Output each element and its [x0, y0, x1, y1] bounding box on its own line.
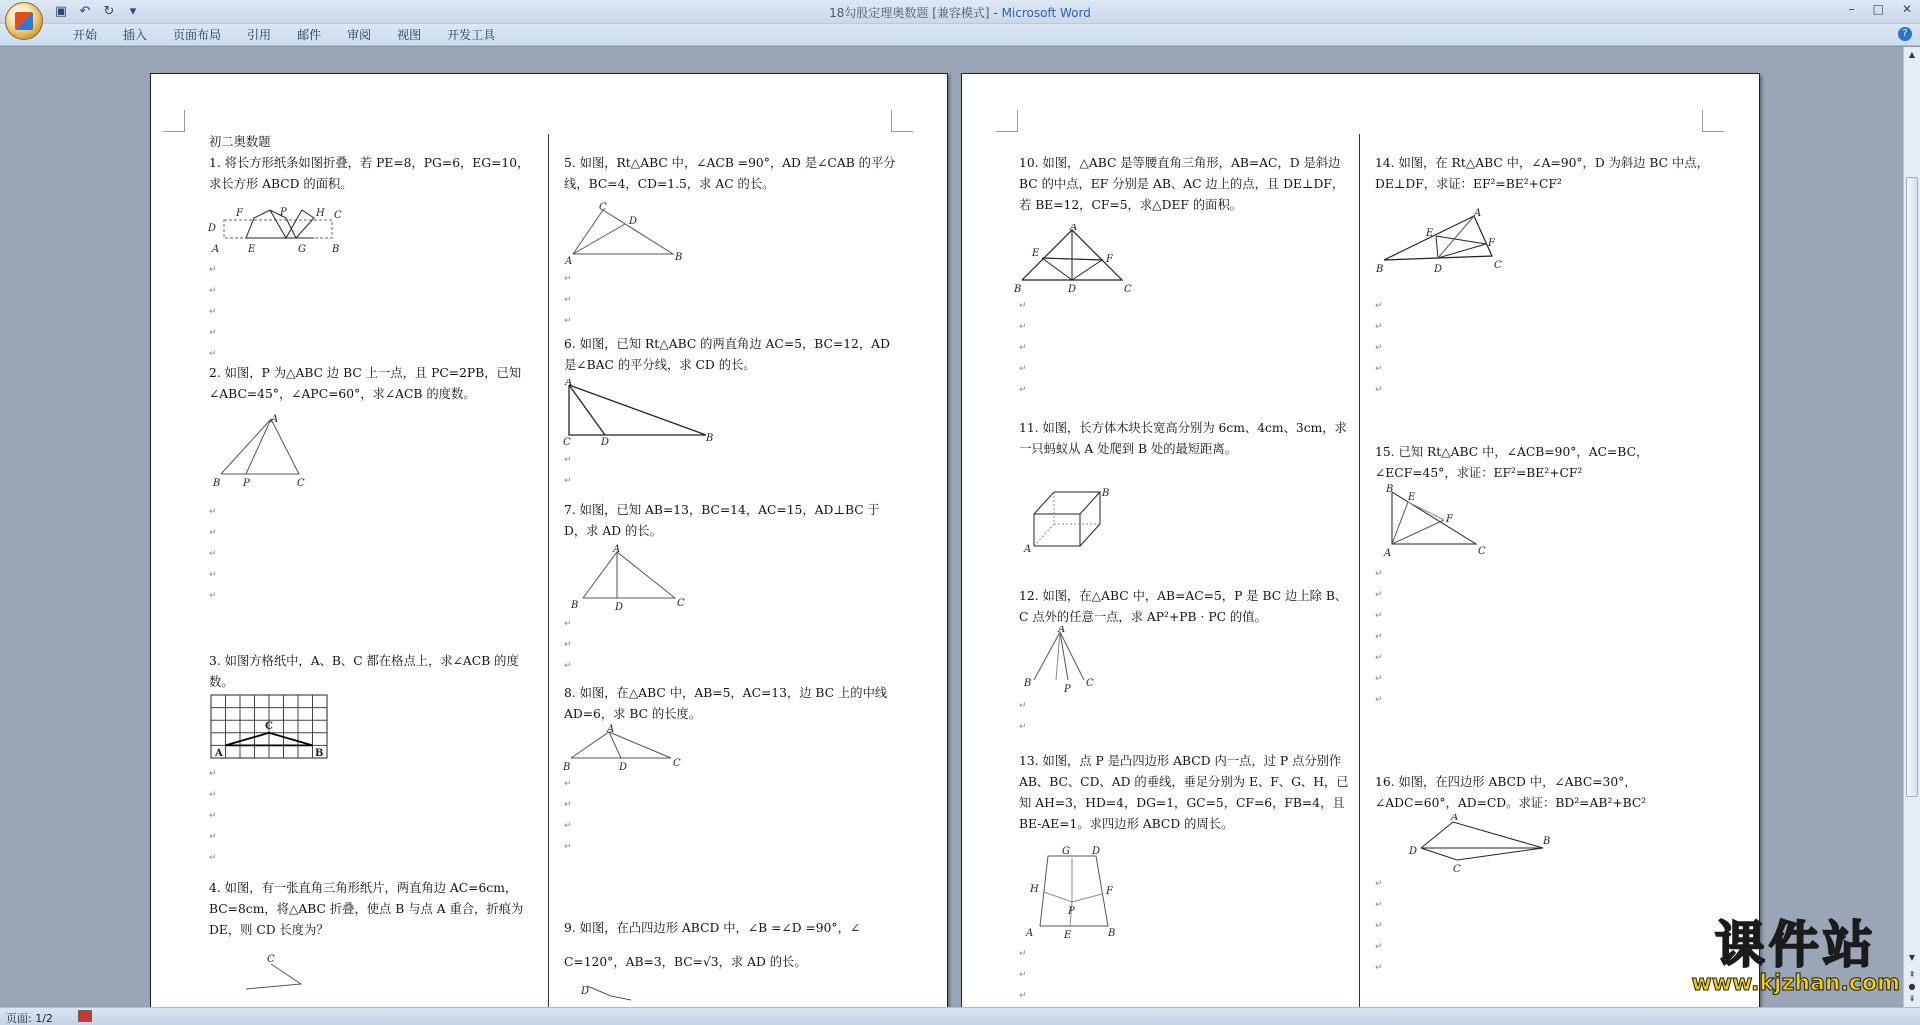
fig-label: B [563, 762, 571, 773]
figure-9 [581, 982, 641, 1002]
undo-icon[interactable]: ↶ [79, 4, 91, 19]
figure-1 [206, 198, 356, 258]
fig-label: B [1102, 488, 1110, 499]
fig-label: C [1086, 678, 1094, 689]
office-logo-icon [15, 12, 33, 30]
fig-label: B [1014, 284, 1022, 295]
fig-label: A [1474, 208, 1482, 219]
problem-4: 4. 如图，有一张直角三角形纸片，两直角边 AC=6cm，BC=8cm，将△ABC 折叠，使点 B 与点 A 重合，折痕为 DE，则 CD 长度为？ [209, 881, 524, 937]
document-area[interactable] [0, 47, 1903, 1007]
problem-5: 5. 如图，Rt△ABC 中，∠ACB =90°，AD 是∠CAB 的平分线，BC=4，CD=1.5，求 AC 的长。 [564, 156, 896, 191]
figure-14 [1374, 208, 1514, 278]
ribbon-tab-bar [0, 24, 1920, 46]
paragraph-marks: ↵ ↵ ↵ ↵ ↵ [209, 769, 217, 863]
crop-mark [891, 110, 913, 132]
spelling-status-icon[interactable] [78, 1010, 92, 1022]
problem-15: 15. 已知 Rt△ABC 中，∠ACB=90°，AC=BC，∠ECF=45°，求证：EF²=BE²+CF² [1375, 445, 1649, 480]
fig-label: D [1409, 846, 1418, 857]
status-bar [0, 1007, 1920, 1025]
tab-mailings[interactable]: 邮件 [297, 28, 322, 42]
fig-label: C [265, 721, 273, 732]
window-controls [1849, 2, 1912, 16]
page-2 [961, 73, 1760, 1007]
figure-8 [561, 724, 691, 774]
paragraph-marks: ↵ ↵ ↵ ↵ ↵ [209, 265, 217, 359]
fig-label: A [565, 379, 573, 388]
fig-label: F [1106, 886, 1113, 897]
problem-11: 11. 如图，长方体木块长宽高分别为 6cm、4cm、3cm，求一只蚂蚁从 A 处爬到 B 处的最短距离。 [1019, 421, 1347, 456]
figure-2 [211, 414, 321, 489]
figure-5 [563, 202, 693, 267]
help-icon[interactable]: ? [1898, 27, 1912, 41]
fig-label: H [316, 208, 325, 219]
fig-label: C [334, 210, 342, 221]
tab-review[interactable]: 审阅 [347, 28, 372, 42]
fig-label: P [243, 478, 250, 489]
close-icon[interactable]: ✕ [1901, 2, 1912, 16]
paragraph-marks: ↵ ↵ ↵ ↵ ↵ [1019, 301, 1027, 395]
fig-label: C [673, 758, 681, 769]
figure-6 [561, 379, 716, 449]
window-title [0, 4, 1920, 21]
fig-label: E [1408, 492, 1416, 503]
paragraph-marks: ↵ ↵ ↵ ↵ ↵ [1375, 879, 1383, 973]
doc-heading: 初二奥数题 [209, 135, 271, 149]
scroll-thumb[interactable] [1906, 177, 1918, 797]
problem-10: 10. 如图，△ABC 是等腰直角三角形，AB=AC，D 是斜边 BC 的中点，EF 分别是 AB、AC 边上的点，且 DE⊥DF，若 BE=12，CF=5，求△DEF 的面积。 [1019, 156, 1345, 212]
fig-label: A [565, 256, 573, 267]
figure-10 [1014, 224, 1134, 304]
title-bar [0, 0, 1920, 24]
figure-4 [241, 954, 341, 994]
save-icon[interactable]: ▣ [54, 4, 68, 19]
next-page-icon[interactable]: ⇟ [1908, 994, 1916, 1003]
fig-label: B [706, 433, 714, 444]
scroll-down-icon[interactable]: ▼ [1908, 953, 1916, 962]
office-button[interactable] [5, 2, 43, 40]
crop-mark [996, 110, 1018, 132]
page-count[interactable]: 页面: 1/2 [6, 1012, 53, 1025]
crop-mark [163, 110, 185, 132]
problem-16: 16. 如图，在四边形 ABCD 中，∠ABC=30°，∠ADC=60°，AD=CD。求证：BD²=AB²+BC² [1375, 775, 1647, 810]
fig-label: B [1543, 836, 1551, 847]
problem-14: 14. 如图，在 Rt△ABC 中，∠A=90°，D 为斜边 BC 中点，DE⊥DF，求证：EF²=BE²+CF² [1375, 156, 1709, 191]
fig-label: D [208, 223, 217, 234]
fig-label: F [1106, 254, 1113, 265]
fig-label: A [1384, 548, 1392, 559]
tab-view[interactable]: 视图 [397, 28, 422, 42]
figure-7 [569, 544, 699, 614]
problem-8: 8. 如图，在△ABC 中，AB=5，AC=13，边 BC 上的中线 AD=6，求 BC 的长度。 [564, 686, 888, 721]
watermark [1691, 918, 1900, 996]
fig-label: D [601, 437, 610, 448]
fig-label: P [1068, 906, 1075, 917]
fig-label: D [1092, 846, 1101, 857]
fig-label: E [1426, 228, 1434, 239]
fig-label: F [1446, 514, 1453, 525]
paragraph-marks: ↵ ↵ ↵ ↵ ↵ [1375, 301, 1383, 395]
tab-developer[interactable]: 开发工具 [447, 28, 496, 42]
fig-label: A [215, 748, 223, 759]
paragraph-marks: ↵ ↵ ↵ [564, 619, 572, 671]
select-browse-object-icon[interactable]: ● [1908, 982, 1916, 991]
maximize-icon[interactable]: □ [1872, 2, 1884, 16]
fig-label: P [280, 207, 287, 218]
fig-label: B [1108, 928, 1116, 939]
paragraph-marks: ↵ ↵ [1019, 701, 1027, 732]
paragraph-marks: ↵ ↵ ↵ ↵ ↵ ↵ ↵ [1375, 569, 1383, 705]
figure-11-box [1020, 484, 1110, 554]
figure-3-grid [210, 694, 330, 760]
fig-label: A [271, 414, 279, 425]
fig-label: B [675, 252, 683, 263]
fig-label: D [629, 216, 638, 227]
fig-label: D [581, 986, 590, 997]
figure-16 [1407, 814, 1557, 874]
prev-page-icon[interactable]: ⇞ [1908, 970, 1916, 979]
tab-references[interactable]: 引用 [247, 28, 272, 42]
figure-12 [1022, 626, 1102, 696]
paragraph-marks: ↵ ↵ [564, 455, 572, 486]
fig-label: G [298, 244, 306, 255]
scroll-up-icon[interactable]: ▲ [1908, 50, 1916, 59]
fig-label: P [1064, 684, 1071, 695]
redo-icon[interactable]: ↻ [103, 4, 115, 19]
fig-label: C [267, 954, 275, 965]
problem-13: 13. 如图，点 P 是凸四边形 ABCD 内一点，过 P 点分别作 AB、BC、CD、AD 的垂线，垂足分别为 E、F、G、H，已知 AH=3，HD=4，DG=1，GC=5，CF=6，FB=4，且 BE-AE=1。求四边形 ABCD 的周长。 [1019, 754, 1349, 831]
figure-15 [1380, 484, 1490, 564]
document-title: 18勾股定理奥数题 [兼容模式] - [829, 6, 1002, 20]
paragraph-marks: ↵ ↵ ↵ [1019, 949, 1027, 1001]
problem-3: 3. 如图方格纸中，A、B、C 都在格点上，求∠ACB 的度数。 [209, 654, 519, 689]
fig-label: H [1030, 884, 1039, 895]
page-1 [150, 73, 948, 1007]
fig-label: F [236, 208, 243, 219]
problem-7: 7. 如图，已知 AB=13，BC=14，AC=15，AD⊥BC 于 D，求 AD 的长。 [564, 503, 880, 538]
minimize-icon[interactable]: – [1848, 2, 1855, 16]
tab-home[interactable]: 开始 [73, 28, 98, 42]
column-separator [1359, 134, 1360, 1007]
fig-label: B [571, 600, 579, 611]
fig-label: E [248, 244, 256, 255]
fig-label: G [1062, 846, 1070, 857]
fig-label: B [1386, 484, 1394, 495]
fig-label: A [1451, 814, 1459, 823]
problem-9-line2: C=120°，AB=3，BC=√3，求 AD 的长。 [564, 955, 807, 969]
crop-mark [1702, 110, 1724, 132]
paragraph-marks: ↵ ↵ ↵ ↵ ↵ [209, 507, 217, 601]
app-name: Microsoft Word [1001, 6, 1091, 20]
fig-label: C [1478, 546, 1486, 557]
fig-label: A [212, 244, 220, 255]
fig-label: C [599, 202, 607, 213]
fig-label: A [613, 544, 621, 555]
fig-label: A [1024, 544, 1032, 554]
fig-label: E [1032, 248, 1040, 259]
customize-icon[interactable]: ▾ [129, 4, 137, 19]
fig-label: C [1494, 260, 1502, 271]
fig-label: B [213, 478, 221, 489]
tab-page-layout[interactable]: 页面布局 [173, 28, 222, 42]
fig-label: D [615, 602, 624, 613]
paragraph-marks: ↵ ↵ ↵ [564, 274, 572, 326]
figure-13 [1020, 844, 1130, 944]
problem-9-line1: 9. 如图，在凸四边形 ABCD 中，∠B =∠D =90°，∠ [564, 921, 861, 935]
paragraph-marks: ↵ ↵ ↵ ↵ [564, 779, 572, 852]
fig-label: D [1434, 264, 1443, 275]
fig-label: D [1068, 284, 1077, 295]
fig-label: F [1488, 238, 1495, 249]
problem-6: 6. 如图，已知 Rt△ABC 的两直角边 AC=5，BC=12，AD 是∠BAC 的平分线，求 CD 的长。 [564, 337, 890, 372]
fig-label: D [619, 762, 628, 773]
watermark-text: 课件站 [1714, 916, 1877, 974]
fig-label: B [332, 244, 340, 255]
column-separator [548, 134, 549, 1007]
fig-label: A [607, 724, 615, 735]
fig-label: A [1070, 224, 1078, 233]
fig-label: C [1124, 284, 1132, 295]
problem-2: 2. 如图，P 为△ABC 边 BC 上一点，且 PC=2PB，已知∠ABC=45°，∠APC=60°，求∠ACB 的度数。 [209, 366, 522, 401]
tab-insert[interactable]: 插入 [123, 28, 148, 42]
fig-label: B [1376, 264, 1384, 275]
fig-label: B [315, 748, 324, 759]
problem-12: 12. 如图，在△ABC 中，AB=AC=5，P 是 BC 边上除 B、C 点外的任意一点，求 AP²+PB · PC 的值。 [1019, 589, 1348, 624]
fig-label: C [1453, 864, 1461, 874]
fig-label: A [1058, 626, 1066, 635]
fig-label: C [563, 437, 571, 448]
fig-label: B [1024, 678, 1032, 689]
watermark-url: www.kjzhan.com [1691, 971, 1900, 996]
fig-label: C [677, 598, 685, 609]
vertical-scrollbar[interactable] [1903, 47, 1920, 1007]
fig-label: E [1064, 930, 1072, 941]
problem-1: 1. 将长方形纸条如图折叠，若 PE=8，PG=6，EG=10，求长方形 ABCD 的面积。 [209, 156, 530, 191]
fig-label: A [1026, 928, 1034, 939]
fig-label: C [297, 478, 305, 489]
